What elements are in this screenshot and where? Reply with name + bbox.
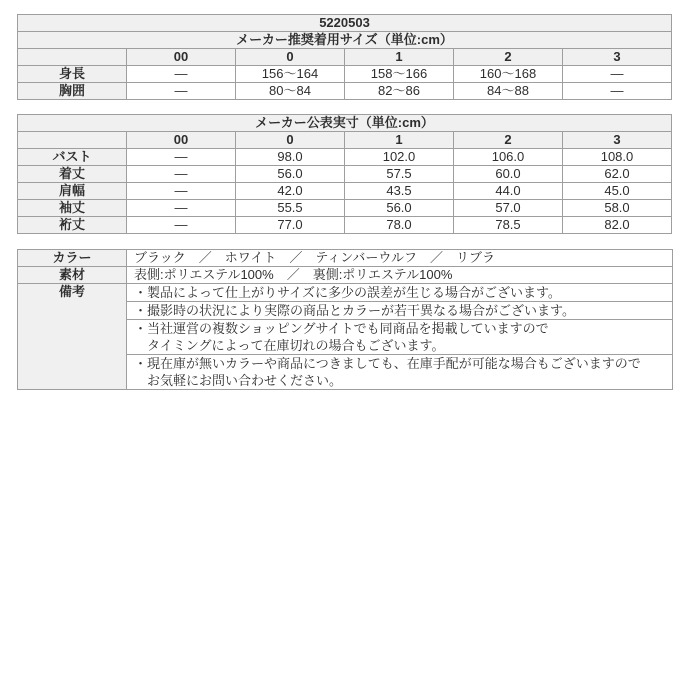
row-label-shoulder: 肩幅	[18, 183, 127, 200]
table-row	[18, 183, 672, 200]
size-value: 44.0	[454, 183, 563, 200]
column-header-2: 2	[454, 49, 563, 66]
size-spec-sheet	[17, 14, 673, 390]
column-header-00: 00	[127, 49, 236, 66]
table-row	[18, 15, 672, 32]
size-value: 102.0	[345, 149, 454, 166]
row-label-sleeve: 袖丈	[18, 200, 127, 217]
size-value: 158～166	[345, 66, 454, 83]
size-value: 45.0	[563, 183, 672, 200]
size-value: 57.5	[345, 166, 454, 183]
size-value: 108.0	[563, 149, 672, 166]
row-label-material: 素材	[18, 267, 127, 284]
size-value: ―	[563, 66, 672, 83]
table-row	[18, 250, 673, 267]
size-value: 84～88	[454, 83, 563, 100]
row-label-chest: 胸囲	[18, 83, 127, 100]
column-header-2: 2	[454, 132, 563, 149]
table-row	[18, 284, 673, 302]
row-label-height: 身長	[18, 66, 127, 83]
note-line: ・製品によって仕上がりサイズに多少の誤差が生じる場合がございます。	[134, 285, 561, 300]
row-label-bust: バスト	[18, 149, 127, 166]
table-row	[18, 32, 672, 49]
size-value: ―	[127, 200, 236, 217]
note-item	[127, 284, 673, 302]
table-row	[18, 115, 672, 132]
product-code: 5220503	[18, 15, 672, 32]
size-value: 62.0	[563, 166, 672, 183]
size-value: 106.0	[454, 149, 563, 166]
size-value: ―	[563, 83, 672, 100]
column-header-3: 3	[563, 132, 672, 149]
size-value: 78.5	[454, 217, 563, 234]
row-label-notes: 備考	[18, 284, 127, 390]
material-value: 表側:ポリエステル100% ／ 裏側:ポリエステル100%	[127, 267, 673, 284]
table-row	[18, 200, 672, 217]
size-value: 57.0	[454, 200, 563, 217]
note-item	[127, 302, 673, 320]
recommended-size-table	[17, 14, 672, 100]
size-value: 156～164	[236, 66, 345, 83]
note-line: ・当社運営の複数ショッピングサイトでも同商品を掲載していますので	[134, 321, 549, 336]
note-line: お気軽にお問い合わせください。	[147, 373, 343, 388]
size-value: 60.0	[454, 166, 563, 183]
table-row	[18, 149, 672, 166]
column-header-0: 0	[236, 49, 345, 66]
row-label-color: カラー	[18, 250, 127, 267]
column-header-3: 3	[563, 49, 672, 66]
size-value: 160～168	[454, 66, 563, 83]
size-value: 82～86	[345, 83, 454, 100]
note-line: ・撮影時の状況により実際の商品とカラーが若干異なる場合がございます。	[134, 303, 575, 318]
size-value: ―	[127, 66, 236, 83]
size-value: 78.0	[345, 217, 454, 234]
table-row	[18, 166, 672, 183]
actual-size-table	[17, 114, 672, 234]
table-row	[18, 267, 673, 284]
column-header-1: 1	[345, 132, 454, 149]
size-value: 56.0	[345, 200, 454, 217]
note-line: タイミングによって在庫切れの場合もございます。	[147, 338, 445, 353]
column-header-0: 0	[236, 132, 345, 149]
color-value: ブラック ／ ホワイト ／ ティンバーウルフ ／ リブラ	[127, 250, 673, 267]
table-title: メーカー推奨着用サイズ（単位:cm）	[18, 32, 672, 49]
table-row	[18, 66, 672, 83]
details-table	[17, 249, 673, 390]
note-item	[127, 320, 673, 355]
table-row	[18, 49, 672, 66]
column-header-1: 1	[345, 49, 454, 66]
size-value: 42.0	[236, 183, 345, 200]
size-value: 58.0	[563, 200, 672, 217]
size-value: ―	[127, 149, 236, 166]
table-title: メーカー公表実寸（単位:cm）	[18, 115, 672, 132]
row-label-length: 着丈	[18, 166, 127, 183]
size-value: 80～84	[236, 83, 345, 100]
column-header-blank	[18, 132, 127, 149]
table-row	[18, 217, 672, 234]
size-value: 55.5	[236, 200, 345, 217]
note-item	[127, 355, 673, 390]
size-value: 82.0	[563, 217, 672, 234]
column-header-blank	[18, 49, 127, 66]
column-header-00: 00	[127, 132, 236, 149]
size-value: 43.5	[345, 183, 454, 200]
size-value: ―	[127, 83, 236, 100]
row-label-yuki: 裄丈	[18, 217, 127, 234]
size-value: 77.0	[236, 217, 345, 234]
size-value: 56.0	[236, 166, 345, 183]
note-line: ・現在庫が無いカラーや商品につきましても、在庫手配が可能な場合もございますので	[134, 356, 641, 371]
size-value: ―	[127, 217, 236, 234]
size-value: ―	[127, 166, 236, 183]
size-value: 98.0	[236, 149, 345, 166]
size-value: ―	[127, 183, 236, 200]
table-row	[18, 132, 672, 149]
table-row	[18, 83, 672, 100]
